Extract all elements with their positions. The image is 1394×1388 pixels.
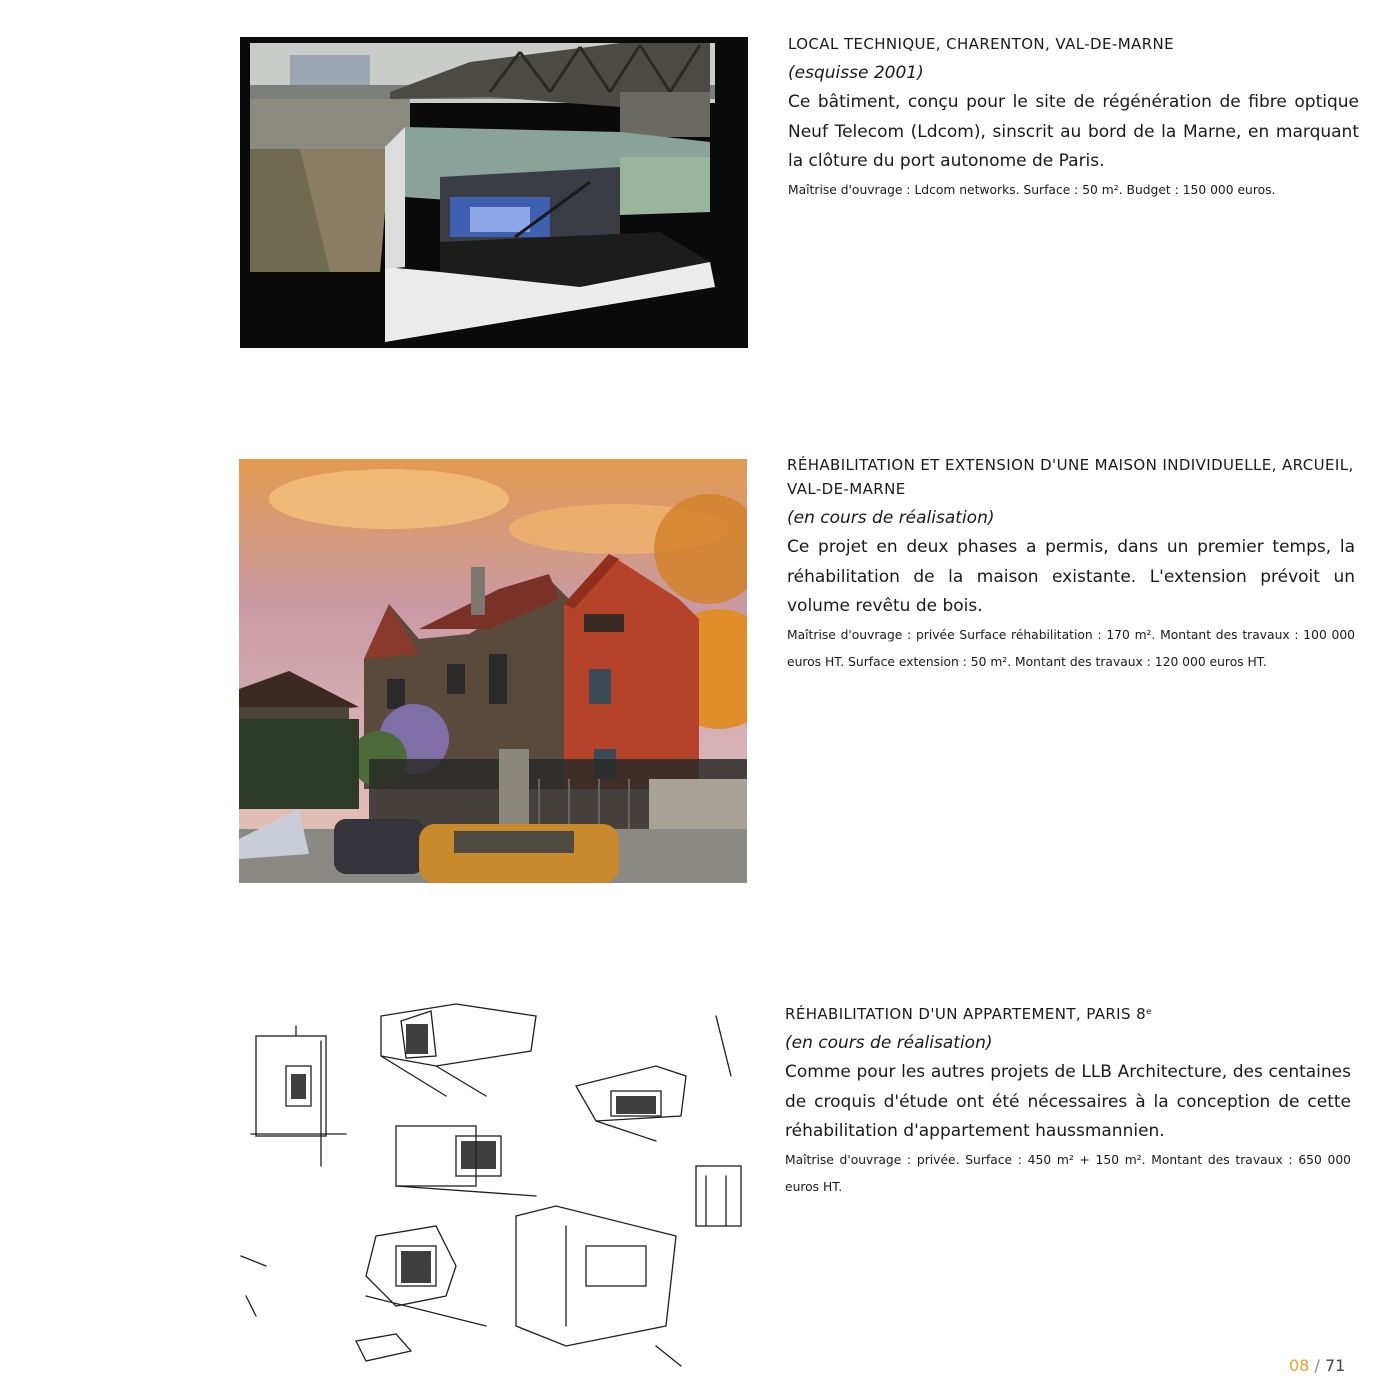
project-3-credits: Maîtrise d'ouvrage : privée. Surface : 450 m² + 150 m². Montant des travaux : 650 000 euros HT. (785, 1152, 1351, 1194)
project-2-description: Ce projet en deux phases a permis, dans un premier temps, la réhabilitation de la maison existante. L'extension prévoit un volume revêtu de bois. (787, 537, 1355, 616)
page-folio (1289, 1356, 1345, 1375)
project-1-status: (esquisse 2001) (788, 63, 924, 83)
project-2-credits: Maîtrise d'ouvrage : privée Surface réhabilitation : 170 m². Montant des travaux : 100 000 euros HT. Surface extension : 50 m². Montant des travaux : 120 000 euros HT. (787, 627, 1355, 669)
project-3-status: (en cours de réalisation) (785, 1033, 993, 1053)
project-2-text (787, 453, 1355, 676)
project-3-title: RÉHABILITATION D'UN APPARTEMENT, PARIS 8ᵉ (785, 1005, 1153, 1023)
page-total: 71 (1324, 1356, 1346, 1375)
project-1-description: Ce bâtiment, conçu pour le site de régénération de fibre optique Neuf Telecom (Ldcom), sinscrit au bord de la Marne, en marquant la clôture du port autonome de Paris. (788, 92, 1359, 171)
project-3-image (236, 996, 748, 1372)
project-2-status: (en cours de réalisation) (787, 508, 995, 528)
project-1-image (240, 37, 748, 348)
project-3-text (785, 1002, 1351, 1201)
project-2-image (239, 459, 747, 883)
project-3-description: Comme pour les autres projets de LLB Architecture, des centaines de croquis d'étude ont été nécessaires à la conception de cette réhabilitation d'appartement haussmannien. (785, 1062, 1351, 1141)
project-1-title: LOCAL TECHNIQUE, CHARENTON, VAL-DE-MARNE (788, 35, 1175, 53)
project-1-credits: Maîtrise d'ouvrage : Ldcom networks. Surface : 50 m². Budget : 150 000 euros. (788, 182, 1276, 197)
project-1-text (788, 32, 1359, 204)
page-number: 08 (1289, 1356, 1310, 1375)
page-separator: / (1314, 1356, 1320, 1375)
project-2-title: RÉHABILITATION ET EXTENSION D'UNE MAISON INDIVIDUELLE, ARCUEIL, VAL-DE-MARNE (787, 456, 1354, 498)
